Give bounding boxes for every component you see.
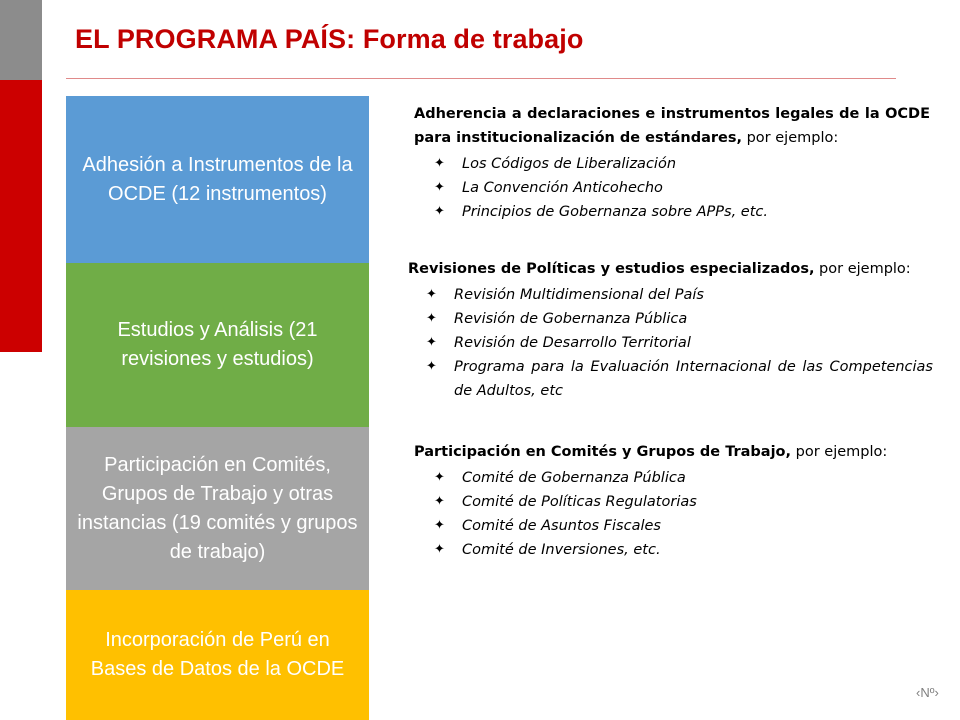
list-item xyxy=(426,307,933,331)
page-number: ‹Nº› xyxy=(916,685,939,700)
section-heading xyxy=(378,257,933,281)
list-item-text: Principios de Gobernanza sobre APPs, etc. xyxy=(462,204,768,220)
star-bullet-icon: ✦ xyxy=(434,470,445,485)
section-heading-rest: por ejemplo: xyxy=(814,261,911,277)
side-accent-red xyxy=(0,80,42,352)
star-bullet-icon: ✦ xyxy=(434,494,445,509)
section-list xyxy=(382,152,930,224)
section-heading-bold: Participación en Comités y Grupos de Trabajo, xyxy=(414,444,792,460)
section-revisiones xyxy=(378,257,933,403)
section-heading-rest: por ejemplo: xyxy=(741,130,839,146)
section-heading-bold: Adherencia a declaraciones e instrumentos legales de la OCDE para institucionalización de estándares, xyxy=(414,106,930,146)
list-item xyxy=(434,200,930,224)
star-bullet-icon: ✦ xyxy=(434,518,445,533)
side-accent-grey xyxy=(0,0,42,80)
box-estudios-analisis: Estudios y Análisis (21 revisiones y estudios) xyxy=(66,263,369,427)
list-item xyxy=(434,466,937,490)
list-item-text: Revisión de Desarrollo Territorial xyxy=(454,335,691,351)
box-adhesion-instrumentos: Adhesión a Instrumentos de la OCDE (12 instrumentos) xyxy=(66,96,369,263)
star-bullet-icon: ✦ xyxy=(426,335,437,350)
list-item-text: Revisión Multidimensional del País xyxy=(454,287,704,303)
section-adherencia xyxy=(382,102,930,224)
section-list xyxy=(382,466,937,562)
list-item-text: La Convención Anticohecho xyxy=(462,180,663,196)
list-item-text: Los Códigos de Liberalización xyxy=(462,156,677,172)
star-bullet-icon: ✦ xyxy=(434,156,445,171)
star-bullet-icon: ✦ xyxy=(434,542,445,557)
list-item xyxy=(434,514,937,538)
section-heading-bold: Revisiones de Políticas y estudios especializados, xyxy=(408,261,815,277)
list-item-text: Comité de Inversiones, etc. xyxy=(462,542,661,558)
list-item-text: Comité de Políticas Regulatorias xyxy=(462,494,697,510)
star-bullet-icon: ✦ xyxy=(426,287,437,302)
star-bullet-icon: ✦ xyxy=(426,311,437,326)
section-heading xyxy=(382,440,937,464)
list-item-text: Programa para la Evaluación Internacional de las Competencias de Adultos, etc xyxy=(454,359,933,399)
section-heading xyxy=(382,102,930,150)
box-incorporacion-bases-datos: Incorporación de Perú en Bases de Datos de la OCDE xyxy=(66,590,369,720)
list-item-text: Comité de Gobernanza Pública xyxy=(462,470,686,486)
star-bullet-icon: ✦ xyxy=(426,359,437,374)
box-participacion-comites: Participación en Comités, Grupos de Trabajo y otras instancias (19 comités y grupos de trabajo) xyxy=(66,427,369,590)
list-item xyxy=(434,538,937,562)
list-item xyxy=(426,331,933,355)
list-item xyxy=(434,176,930,200)
list-item xyxy=(426,283,933,307)
list-item-text: Revisión de Gobernanza Pública xyxy=(454,311,688,327)
list-item xyxy=(434,152,930,176)
section-participacion xyxy=(382,440,937,562)
star-bullet-icon: ✦ xyxy=(434,204,445,219)
slide-title: EL PROGRAMA PAÍS: Forma de trabajo xyxy=(75,24,584,54)
list-item xyxy=(426,355,933,403)
list-item-text: Comité de Asuntos Fiscales xyxy=(462,518,661,534)
list-item xyxy=(434,490,937,514)
section-heading-rest: por ejemplo: xyxy=(791,444,888,460)
title-divider xyxy=(66,78,896,79)
star-bullet-icon: ✦ xyxy=(434,180,445,195)
section-list xyxy=(378,283,933,403)
